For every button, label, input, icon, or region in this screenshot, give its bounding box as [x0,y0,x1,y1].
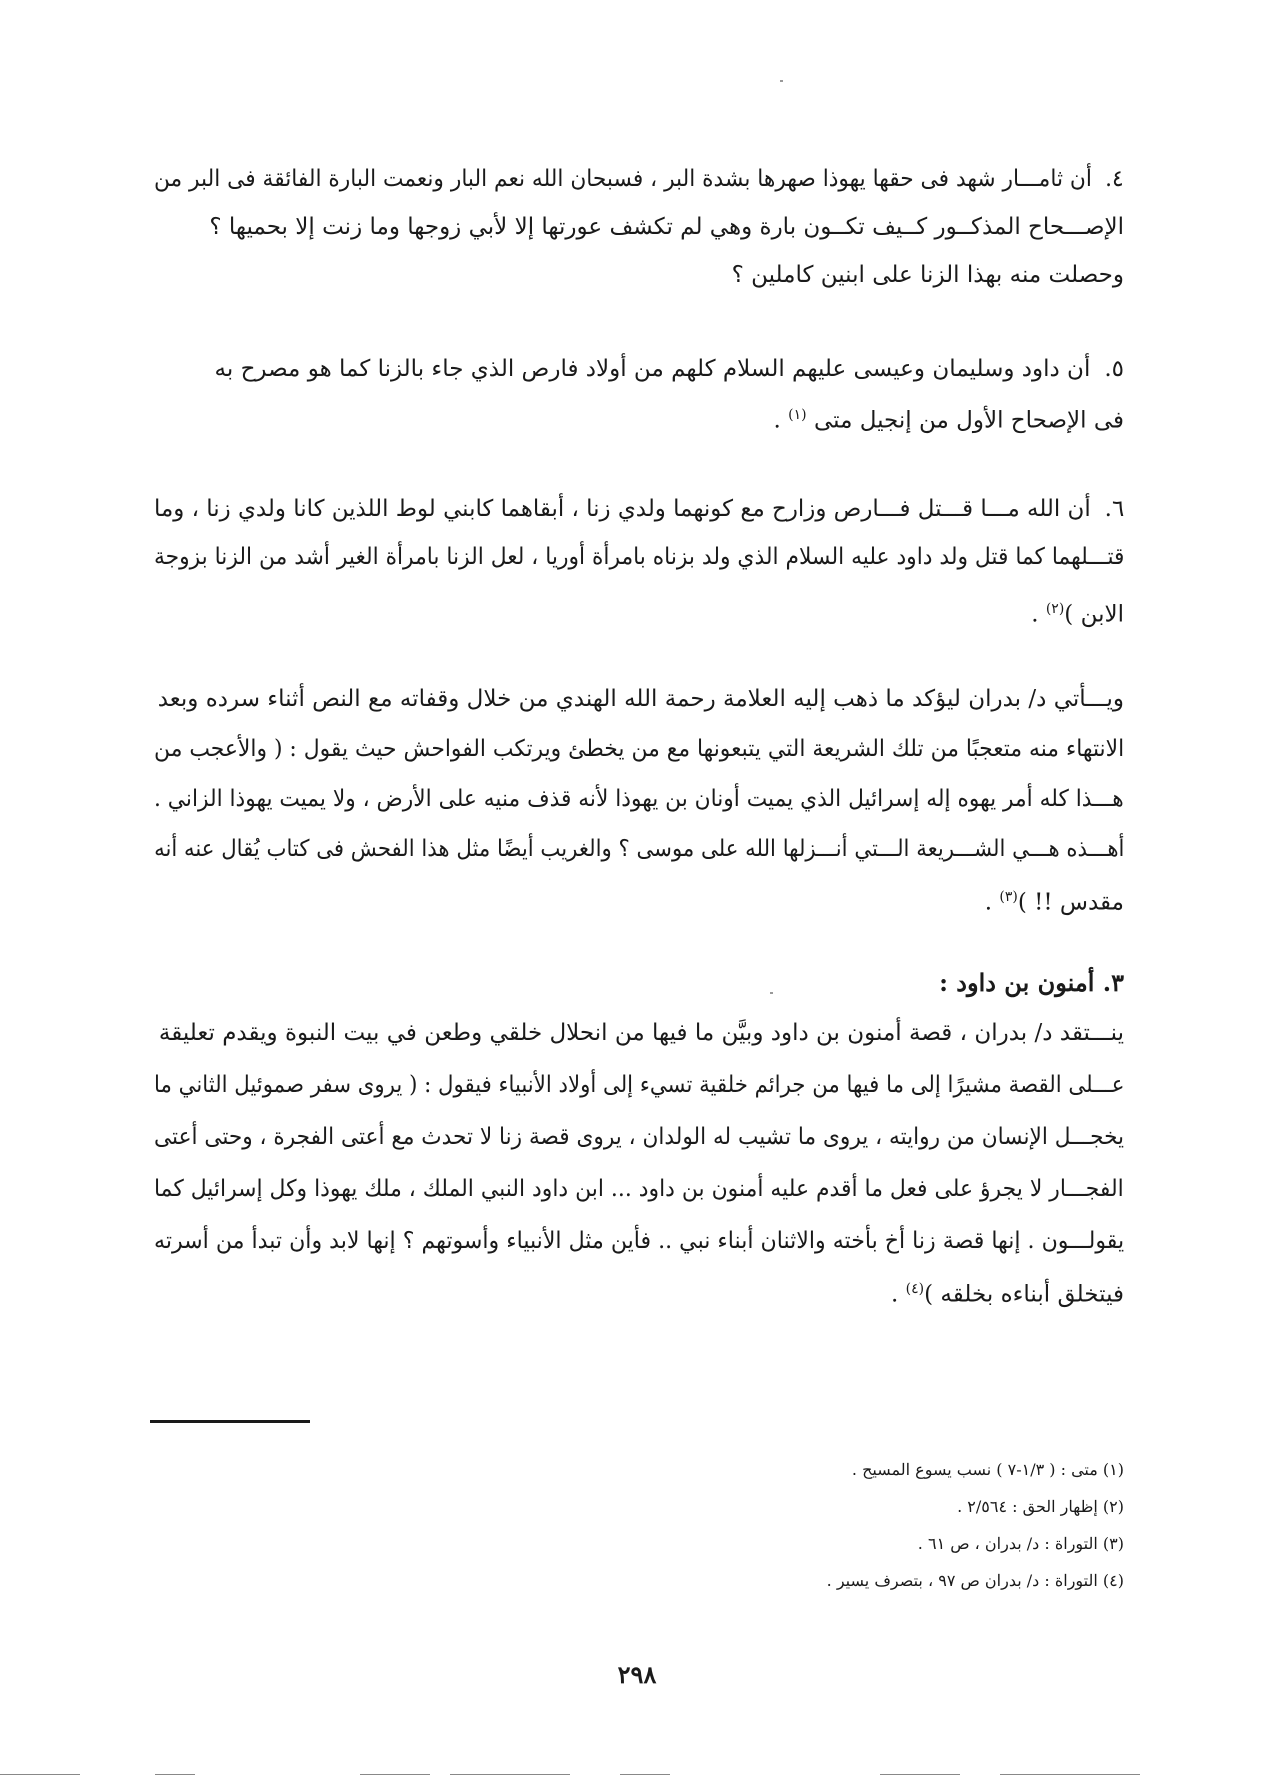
paragraph-line: يخجـــل الإنسان من روايته ، يروى ما تشيب له الولدان ، يروى قصة زنا لا تحدث مع أعتى الفجرة ، وحتى أعتى [153,1124,1124,1150]
footnote-ref: (٢) [1045,601,1065,617]
paragraph-line: الفجـــار لا يجرؤ على فعل ما أقدم عليه أمنون بن داود ... ابن داود النبي الملك ، ملك يهوذا وكل إسرائيل كما [154,1176,1124,1202]
scan-artifact-line [155,1774,195,1775]
scan-artifact-line [0,1774,80,1775]
footnote: (٢) إظهار الحق : ٢/٥٦٤ . [957,1497,1124,1516]
paragraph [154,688,1124,928]
scan-artifact-line [880,1774,960,1775]
paragraph-line: ويـــأتي د/ بدران ليؤكد ما ذهب إليه العلامة رحمة الله الهندي من خلال وقفاته مع النص أثناء سرده وبعد [157,686,1124,712]
paragraph-line: فيتخلق أبناءه بخلقه )$^{(٤)}$ . [891,1281,1124,1308]
scan-artifact-line [360,1774,430,1775]
list-item-line: الإصـــحاح المذكــور كــيف تكــون بارة وهي لم تكشف عورتها إلا لأبي زوجها وما زنت إلا بحميها ؟ [209,214,1124,240]
footnote-ref: (١) [788,407,807,423]
scan-speck [780,80,783,82]
list-item-line: ٤.أن ثامـــار شهد فى حقها يهوذا صهرها بشدة البر ، فسبحان الله نعم البار ونعمت البارة الفائقة فى البر من [154,166,1124,192]
footnote-divider [150,1420,310,1423]
footnote: (٤) التوراة : د/ بدران ص ٩٧ ، بتصرف يسير . [826,1571,1124,1590]
paragraph-line: مقدس !! )$^{(٣)}$ . [984,889,1124,916]
list-item-number: ٦. [1104,496,1124,522]
paragraph-line: أهـــذه هـــي الشـــريعة الـــتي أنـــزلها الله على موسى ؟ والغريب أيضًا مثل هذا الفحش فى كتاب يُقال عنه أنه [153,836,1124,862]
paragraph [154,1022,1124,1332]
section-heading: ٣. أمنون بن داود : [939,968,1124,997]
list-item-line: ٦.أن الله مـــا قـــتل فـــارص وزارح مع كونهما ولدي زنا ، أبقاهما كابني لوط اللذين كانا ولدي زنا ، وما [153,496,1124,522]
paragraph-line: عـــلى القصة مشيرًا إلى ما فيها من جرائم خلقية تسيء إلى أولاد الأنبياء فيقول : ( يروى سفر صموئيل الثاني ما [153,1072,1124,1098]
paragraph-line: ينـــتقد د/ بدران ، قصة أمنون بن داود وبيَّن ما فيها من انحلال خلقي وطعن في بيت النبوة ويقدم تعليقة [158,1020,1124,1046]
list-item-4 [154,168,1124,308]
list-item-number: ٥. [1104,356,1124,382]
list-item-line: الابن )$^{(٢)}$ . [1031,601,1124,628]
scan-artifact-line [620,1774,670,1775]
list-item-number: ٤. [1105,166,1124,192]
page-number: ٢٩٨ [617,1660,657,1689]
list-item-line: ٥.أن داود وسليمان وعيسى عليهم السلام كلهم من أولاد فارص الذي جاء بالزنا كما هو مصرح به [214,356,1124,382]
scan-artifact-line [1000,1774,1140,1775]
paragraph-line: الانتهاء منه متعجبًا من تلك الشريعة التي يتبعونها مع من يخطئ ويرتكب الفواحش حيث يقول : ( والأعجب من [153,736,1124,762]
scan-artifact-line [450,1774,570,1775]
footnote: (٣) التوراة : د/ بدران ، ص ٦١ . [917,1534,1124,1553]
list-item-5 [154,358,1124,448]
paragraph-line: يقولـــون . إنها قصة زنا أخ بأخته والاثنان أبناء نبي .. فأين مثل الأنبياء وأسوتهم ؟ إنها لابد وأن تبدأ من أسرته [153,1228,1124,1254]
footnote-ref: (٤) [905,1281,925,1297]
paragraph-line: هـــذا كله أمر يهوه إله إسرائيل الذي يميت أونان بن يهوذا لأنه قذف منيه على الأرض ، ولا يميت يهوذا الزاني . [154,786,1124,812]
footnote-ref: (٣) [999,889,1018,905]
list-item-line: قتـــلهما كما قتل ولد داود عليه السلام الذي ولد بزناه بامرأة أوريا ، لعل الزنا بامرأة الغير أشد من الزنا بزوجة [153,544,1124,570]
footnote: (١) متى : ( ١/٣-٧ ) نسب يسوع المسيح . [851,1460,1124,1479]
list-item-line: وحصلت منه بهذا الزنا على ابنين كاملين ؟ [731,262,1124,288]
list-item-6 [154,498,1124,638]
list-item-line: فى الإصحاح الأول من إنجيل متى $^{(١)}$ . [773,407,1124,434]
scan-speck [770,992,773,994]
